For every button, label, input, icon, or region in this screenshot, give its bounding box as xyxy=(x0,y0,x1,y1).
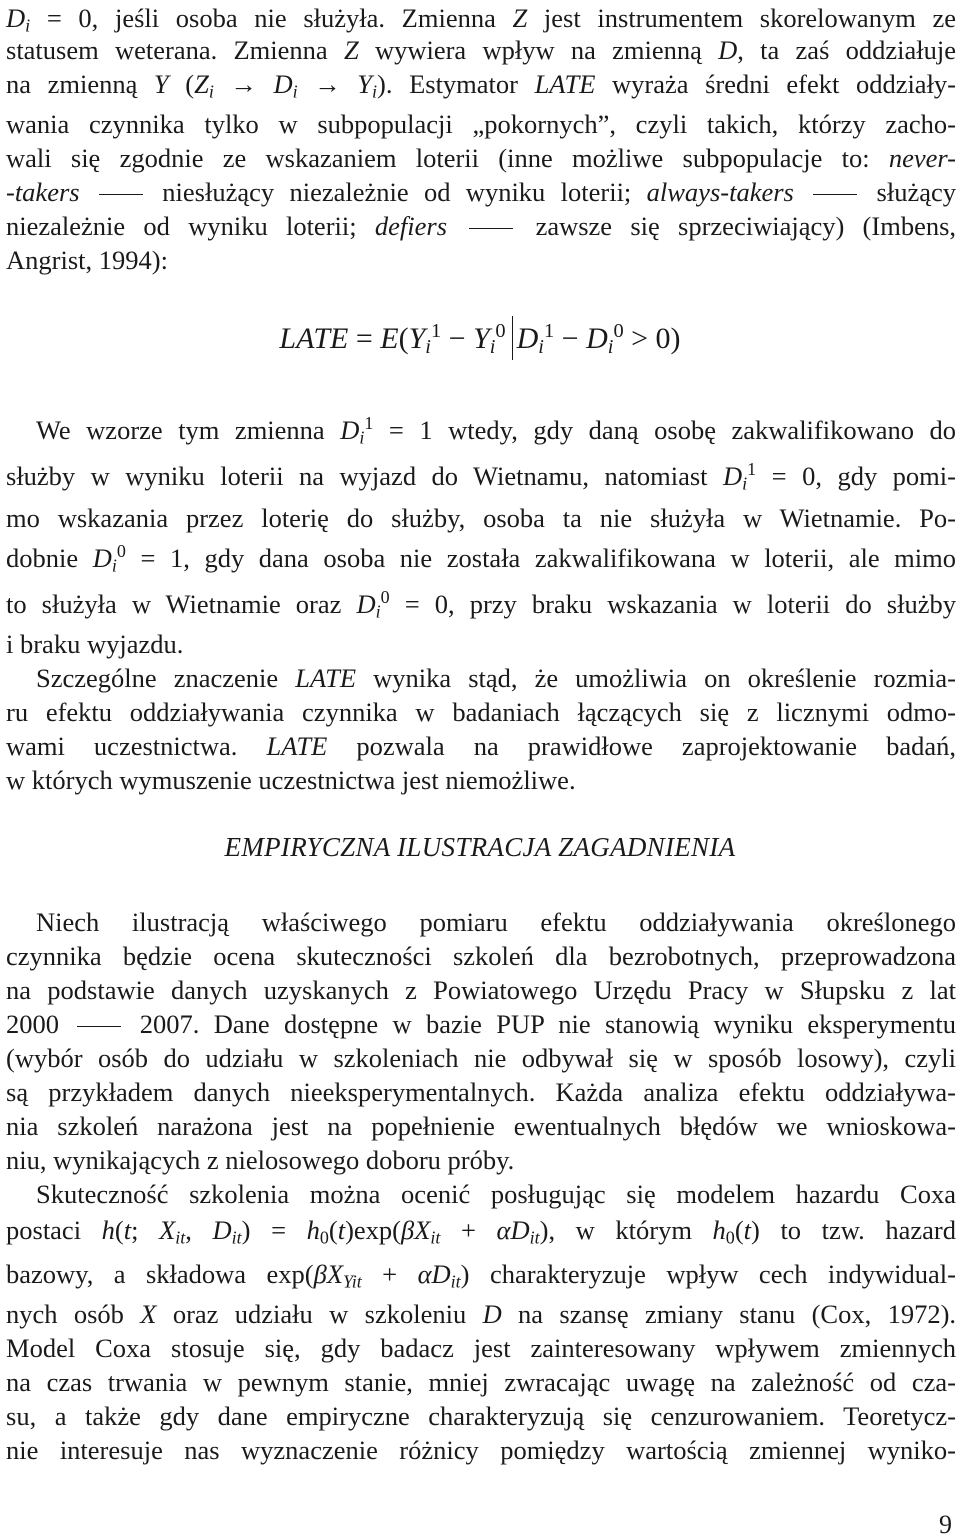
text-line: ru efektu oddziaływania czynnika w badaniach łączących się z licznymi odmo- xyxy=(6,697,956,727)
text-line: (wybór osób do udziału w szkoleniach nie odbywał się w sposób losowy), czyli xyxy=(6,1043,956,1073)
text-line: czynnika będzie ocena skuteczności szkoleń dla bezrobotnych, przeprowadzona xyxy=(6,941,956,971)
text-line: Skuteczność szkolenia można ocenić posługując się modelem hazardu Coxa xyxy=(36,1179,956,1209)
text-line: nych osób X oraz udziału w szkoleniu D na szansę zmiany stanu (Cox, 1972). xyxy=(6,1299,957,1329)
text-line: są przykładem danych nieeksperymentalnych. Każda analiza efektu oddziaływa- xyxy=(6,1077,956,1107)
text-line: niu, wynikających z nielosowego doboru próby. xyxy=(6,1145,515,1175)
section-heading: EMPIRYCZNA ILUSTRACJA ZAGADNIENIA xyxy=(224,832,736,862)
text-line: na podstawie danych uzyskanych z Powiatowego Urzędu Pracy w Słupsku z lat xyxy=(6,975,956,1005)
text-line: $D_i = 0$, jeśli osoba nie służyła. Zmienna Z jest instrumentem skorelowanym ze xyxy=(6,3,956,36)
text-line: Angrist, 1994): xyxy=(6,245,168,275)
text-line: Niech ilustracją właściwego pomiaru efektu oddziaływania określonego xyxy=(36,907,956,937)
text-line: wami uczestnictwa. LATE pozwala na prawidłowe zaprojektowanie badań, xyxy=(6,731,956,761)
text-line: dobnie $D_i^0 = 1$, gdy dana osoba nie została zakwalifikowana w loterii, ale mimo xyxy=(6,541,956,576)
text-line: na czas trwania w pewnym stanie, mniej zwracając uwagę na zależność od cza- xyxy=(6,1367,956,1397)
text-line: mo wskazania przez loterię do służby, osoba ta nie służyła w Wietnamie. Po- xyxy=(6,503,956,533)
page-number: 9 xyxy=(939,1510,952,1539)
text-line: su, a także gdy dane empiryczne charakteryzują się cenzurowaniem. Teoretycz- xyxy=(6,1401,956,1431)
text-line: -takers niesłużący niezależnie od wyniku loterii; always-takers służący xyxy=(6,177,956,207)
text-line: to służyła w Wietnamie oraz $D_i^0 = 0$, przy braku wskazania w loterii do służby xyxy=(6,587,956,622)
text-line: Szczególne znaczenie LATE wynika stąd, że umożliwia on określenie rozmia- xyxy=(36,663,956,693)
text-line: niezależnie od wyniku loterii; defiers zawsze się sprzeciwiający) (Imbens, xyxy=(6,211,957,241)
text-line: 2000 2007. Dane dostępne w bazie PUP nie stanowią wyniku eksperymentu xyxy=(6,1009,957,1039)
text-line: postaci h(t; $X_{it}$, $D_{it}) = h_0(t)\exp(\beta X_{it} + \alpha D_{it})$, w którym $h_0(t)$ to tzw. hazard xyxy=(6,1215,957,1248)
late-equation: LATE = $E(Y_i^1 - Y_i^0$ $D_i^1 - D_i^0 > 0$) xyxy=(0,316,960,360)
text-line: na zmienną Y $(Z_i \to D_i \to Y_i)$. Estymator LATE wyraża średni efekt oddziały- xyxy=(6,69,957,102)
text-line: wania czynnika tylko w subpopulacji „pokornych”, czyli takich, którzy zacho- xyxy=(6,109,956,139)
text-line: bazowy, a składowa $\exp(\beta X_{Yit} + \alpha D_{it})$ charakteryzuje wpływ cech indywidual- xyxy=(6,1259,956,1292)
text-line: wali się zgodnie ze wskazaniem loterii (inne możliwe subpopulacje to: never- xyxy=(6,143,956,173)
text-line: We wzorze tym zmienna $D_i^1 = 1$ wtedy, gdy daną osobę zakwalifikowano do xyxy=(36,413,957,448)
text-line: nia szkoleń narażona jest na popełnienie ewentualnych błędów we wnioskowa- xyxy=(6,1111,956,1141)
text-line: w których wymuszenie uczestnictwa jest niemożliwe. xyxy=(6,765,576,795)
text-line: i braku wyjazdu. xyxy=(6,629,184,659)
text-line: nie interesuje nas wyznaczenie różnicy pomiędzy wartością zmiennej wyniko- xyxy=(6,1435,956,1465)
text-line: Model Coxa stosuje się, gdy badacz jest zainteresowany wpływem zmiennych xyxy=(6,1333,956,1363)
text-line: statusem weterana. Zmienna Z wywiera wpływ na zmienną D, ta zaś oddziałuje xyxy=(6,35,957,65)
text-line: służby w wyniku loterii na wyjazd do Wietnamu, natomiast $D_i^1 = 0$, gdy pomi- xyxy=(6,459,956,494)
